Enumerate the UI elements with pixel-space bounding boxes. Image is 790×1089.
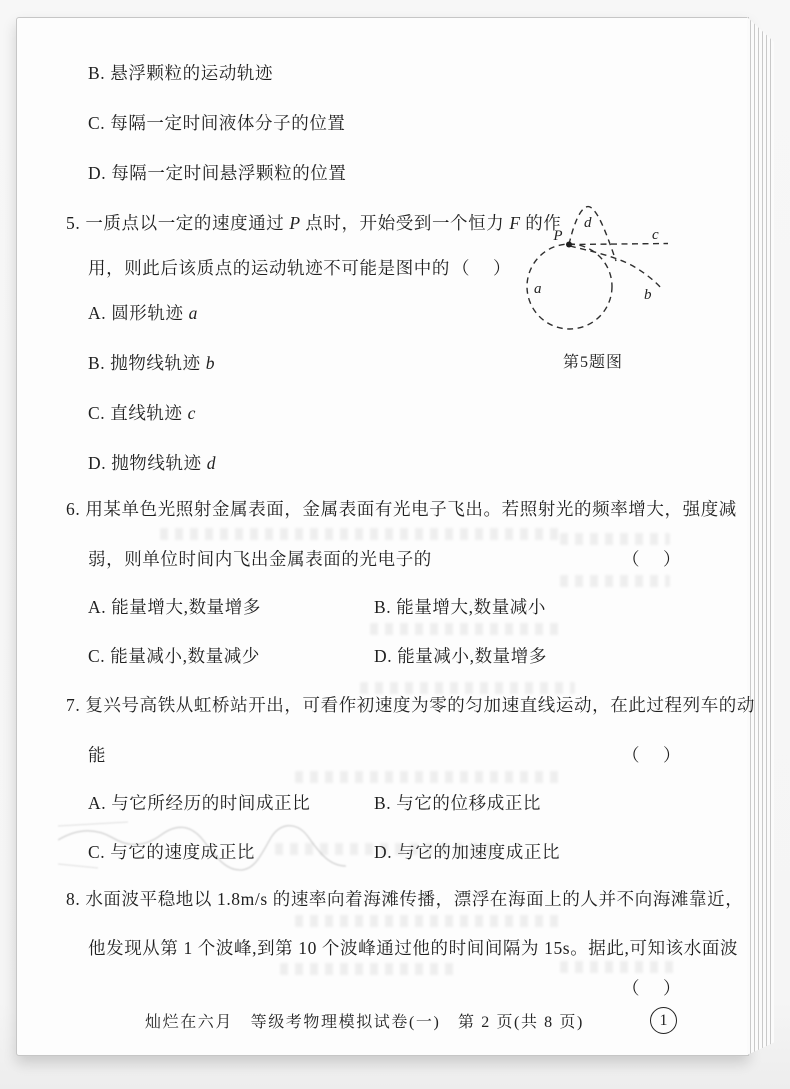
- option-label: B.: [374, 597, 392, 617]
- trajectory-d-parabola: [569, 207, 616, 261]
- trajectory-b-label: b: [644, 287, 652, 303]
- q5-option-d: [88, 452, 216, 474]
- answer-bracket-q7: （ ）: [622, 745, 684, 765]
- figure-caption: 第5题图: [563, 354, 624, 371]
- q5-option-a: [88, 302, 198, 324]
- option-label: A.: [88, 303, 107, 323]
- option-text: 与它的速度成正比: [110, 842, 256, 862]
- question-7-line-2: 能: [88, 745, 107, 765]
- trajectory-var: b: [205, 353, 215, 373]
- option-text: 能量减小,数量减少: [110, 646, 261, 666]
- point-p-dot: [566, 242, 572, 248]
- option-label: B.: [88, 63, 106, 83]
- page-number-badge: 1: [650, 1007, 677, 1034]
- show-through-artifact: [560, 575, 670, 587]
- question-6-line-1: [66, 498, 737, 520]
- q7-option-a: [88, 792, 310, 814]
- option-label: A.: [88, 597, 107, 617]
- trajectory-c-line: [569, 244, 668, 245]
- option-label: D.: [374, 646, 393, 666]
- show-through-wave-artifact: [58, 820, 348, 890]
- show-through-artifact: [370, 623, 560, 635]
- option-text: 悬浮颗粒的运动轨迹: [110, 63, 274, 83]
- option-text: 能量增大,数量减小: [396, 597, 547, 617]
- question-text: 水面波平稳地以 1.8m/s 的速率向着海滩传播，漂浮在海面上的人并不向海滩靠近，: [85, 889, 744, 909]
- question-5-line-1: [66, 212, 561, 234]
- trajectory-b-curve: [570, 246, 663, 290]
- question-number: 8.: [66, 889, 81, 909]
- option-label: C.: [88, 403, 106, 423]
- q6-option-b: [374, 596, 546, 618]
- option-text: 直线轨迹: [110, 403, 188, 423]
- q6-option-d: [374, 645, 547, 667]
- q5-option-b: [88, 352, 215, 374]
- show-through-artifact: [295, 771, 560, 783]
- option-label: D.: [374, 842, 393, 862]
- variable-p: P: [289, 213, 301, 233]
- option-label: B.: [88, 353, 106, 373]
- option-label: C.: [88, 646, 106, 666]
- point-p-label: P: [553, 228, 563, 244]
- question-text: 点时，开始受到一个恒力: [300, 213, 510, 233]
- question-8-line-1: [66, 888, 743, 910]
- page-footer: 灿烂在六月 等级考物理模拟试卷(一) 第 2 页(共 8 页): [145, 1014, 584, 1031]
- question-8-line-2: 他发现从第 1 个波峰,到第 10 个波峰通过他的时间间隔为 15s。据此,可知该水面波: [88, 938, 739, 958]
- show-through-artifact: [295, 915, 560, 927]
- question-5-line-2: [88, 257, 450, 279]
- option-label: C.: [88, 113, 106, 133]
- trajectory-d-label: d: [584, 215, 592, 231]
- option-text: 与它的加速度成正比: [397, 842, 561, 862]
- question-text: 用某单色光照射金属表面，金属表面有光电子飞出。若照射光的频率增大，强度减: [85, 499, 737, 519]
- option-text: 每隔一定时间悬浮颗粒的位置: [111, 163, 347, 183]
- question-text: 一质点以一定的速度通过: [85, 213, 290, 233]
- prev-option-b: [88, 62, 273, 84]
- question-text: 的作: [520, 213, 562, 233]
- variable-f: F: [509, 213, 521, 233]
- trajectory-var: a: [188, 303, 198, 323]
- question-text: 复兴号高铁从虹桥站开出，可看作初速度为零的匀加速直线运动，在此过程列车的动: [85, 695, 756, 715]
- option-label: C.: [88, 842, 106, 862]
- question-number: 5.: [66, 213, 81, 233]
- prev-option-c: [88, 112, 346, 134]
- trajectory-c-label: c: [652, 227, 659, 243]
- option-label: D.: [88, 453, 107, 473]
- trajectory-a-label: a: [534, 281, 542, 297]
- answer-bracket-q6: （ ）: [622, 549, 684, 569]
- trajectory-var: c: [187, 403, 196, 423]
- show-through-artifact: [560, 961, 680, 973]
- show-through-artifact: [360, 682, 575, 694]
- option-text: 圆形轨迹: [111, 303, 189, 323]
- option-label: B.: [374, 793, 392, 813]
- q5-option-c: [88, 402, 196, 424]
- q5-trajectory-figure: [515, 196, 690, 346]
- answer-bracket-q8: （ ）: [622, 978, 684, 998]
- question-6-line-2: 弱，则单位时间内飞出金属表面的光电子的: [88, 549, 432, 569]
- option-text: 抛物线轨迹: [111, 453, 207, 473]
- option-text: 与它所经历的时间成正比: [111, 793, 311, 813]
- option-text: 与它的位移成正比: [396, 793, 542, 813]
- option-text: 抛物线轨迹: [110, 353, 206, 373]
- q6-option-a: [88, 596, 261, 618]
- question-number: 6.: [66, 499, 81, 519]
- show-through-artifact: [560, 533, 670, 545]
- question-text: 用，则此后该质点的运动轨迹不可能是图中的: [88, 258, 450, 278]
- option-text: 每隔一定时间液体分子的位置: [110, 113, 346, 133]
- option-label: A.: [88, 793, 107, 813]
- option-text: 能量减小,数量增多: [397, 646, 547, 666]
- trajectory-var: d: [206, 453, 216, 473]
- answer-bracket-q5: （ ）: [452, 258, 514, 278]
- page-stack-edges: [747, 17, 774, 1055]
- option-text: 能量增大,数量增多: [111, 597, 261, 617]
- show-through-artifact: [160, 528, 560, 540]
- question-number: 7.: [66, 695, 81, 715]
- question-7-line-1: [66, 694, 755, 716]
- prev-option-d: [88, 162, 347, 184]
- show-through-artifact: [280, 963, 460, 975]
- q7-option-b: [374, 792, 541, 814]
- option-label: D.: [88, 163, 107, 183]
- q6-option-c: [88, 645, 260, 667]
